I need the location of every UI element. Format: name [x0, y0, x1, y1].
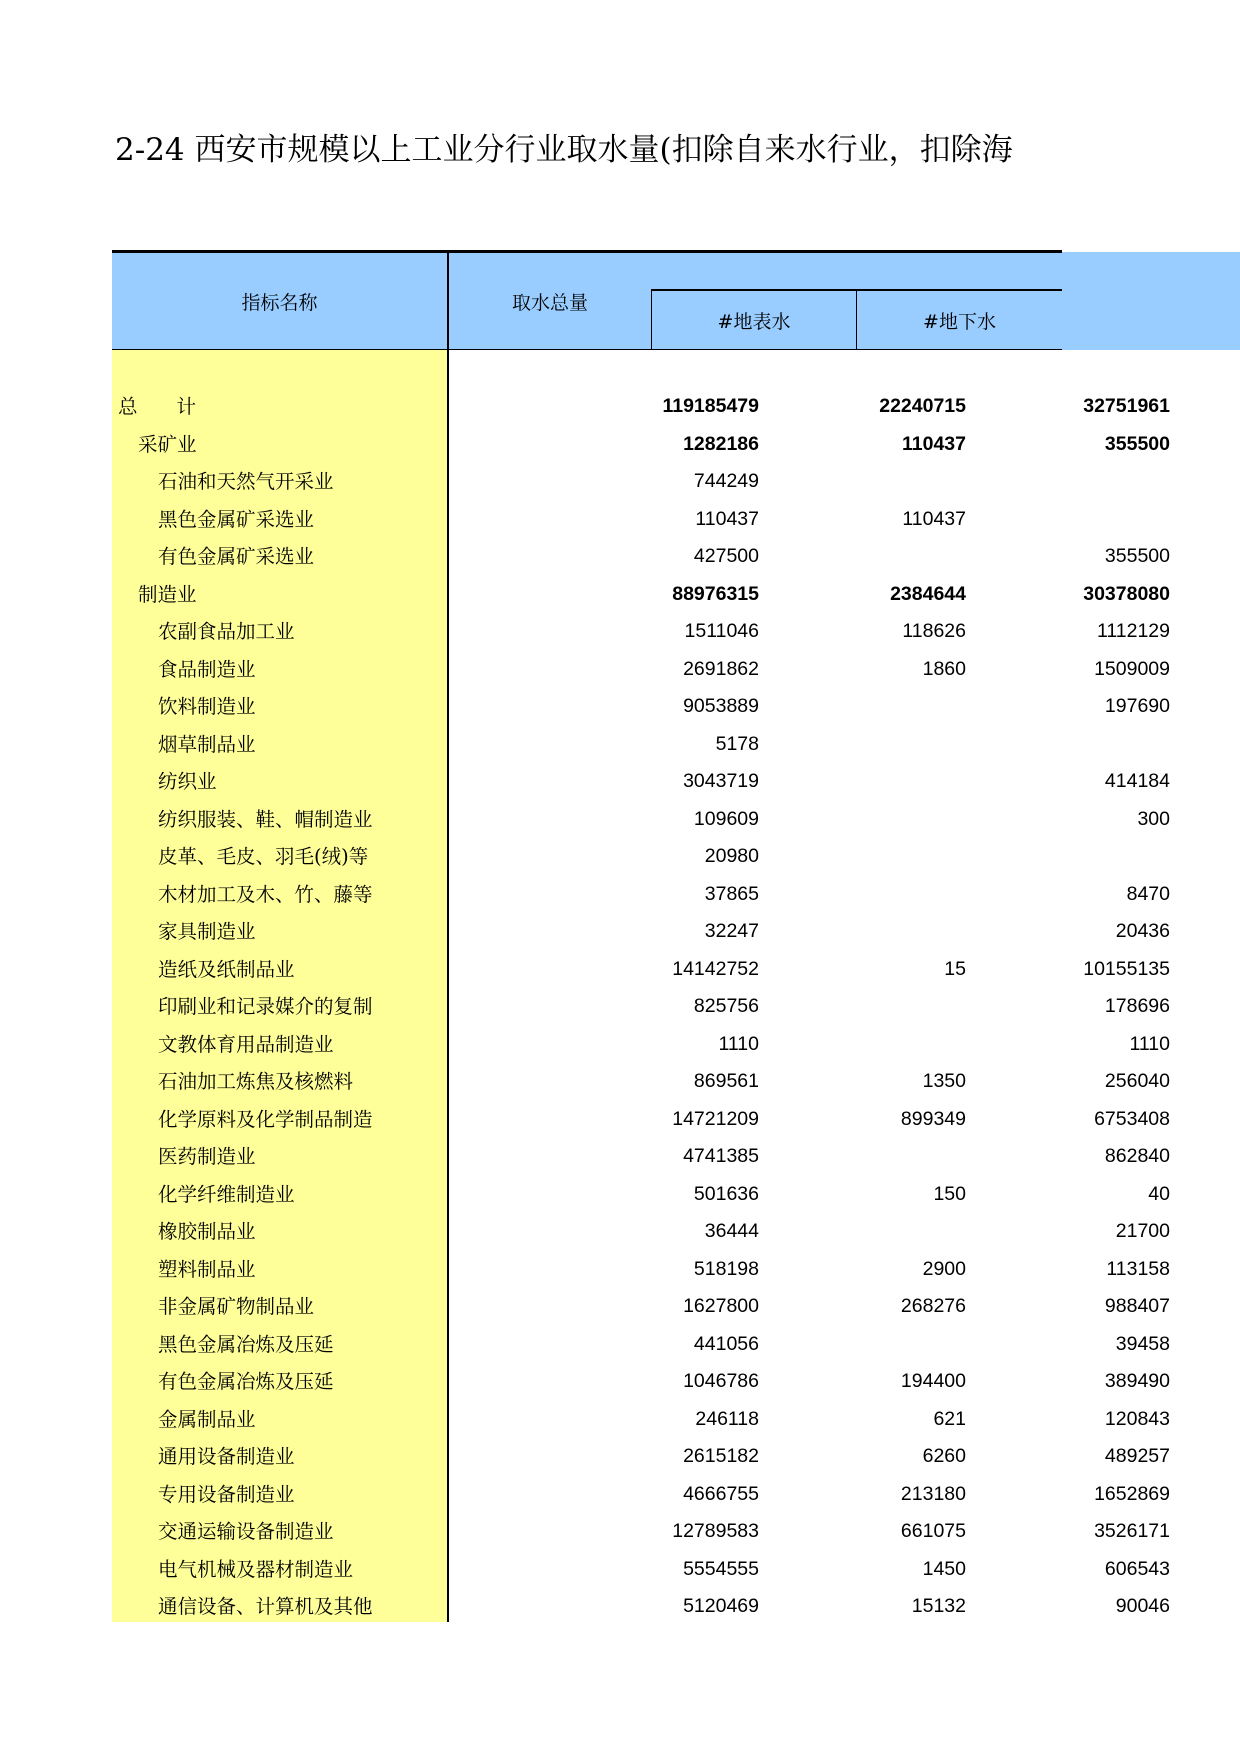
row-indicator-name: 有色金属冶炼及压延: [158, 1370, 334, 1393]
row-ground-value: 20436: [1115, 920, 1170, 942]
row-total-value: 744249: [693, 470, 759, 492]
table-row: [112, 1513, 1170, 1551]
row-total-value: 4666755: [683, 1482, 759, 1505]
row-total-value: 2691862: [683, 657, 759, 680]
row-total-value: 109609: [693, 807, 759, 830]
row-total-value: 20980: [704, 845, 759, 867]
table-row: [112, 1363, 1170, 1401]
row-indicator-name: 家具制造业: [158, 920, 256, 943]
row-ground-value: 90046: [1115, 1595, 1170, 1617]
table-row: [112, 388, 1170, 426]
row-total-value: 37865: [704, 882, 759, 905]
row-total-value: 246118: [695, 1407, 759, 1430]
row-total-value: 32247: [704, 920, 759, 942]
row-total-value: 5554555: [683, 1557, 759, 1580]
row-indicator-name: 非金属矿物制品业: [158, 1295, 315, 1318]
row-total-value: 5178: [715, 732, 759, 755]
row-total-value: 9053889: [683, 695, 759, 717]
header-total-withdrawal: 取水总量: [511, 292, 588, 314]
row-surface-value: 899349: [900, 1107, 966, 1130]
table-row: [112, 688, 1170, 726]
row-ground-value: 606543: [1104, 1557, 1170, 1580]
table-row: [112, 988, 1170, 1026]
row-surface-value: 194400: [900, 1370, 966, 1392]
row-ground-value: 1509009: [1094, 657, 1170, 680]
row-total-value: 1627800: [683, 1295, 759, 1317]
row-total-value: 119185479: [662, 395, 759, 417]
table-row: [112, 501, 1062, 539]
row-ground-value: 414184: [1104, 770, 1170, 792]
table-row: [112, 1476, 1170, 1514]
header-indicator-name: 指标名称: [241, 292, 318, 314]
table-row: [112, 1213, 1170, 1251]
table-row: [112, 1401, 1170, 1439]
row-ground-value: 178696: [1104, 995, 1170, 1017]
table-body: [112, 388, 1170, 1626]
row-surface-value: 118626: [902, 620, 966, 642]
row-ground-value: 256040: [1104, 1070, 1170, 1092]
row-ground-value: 32751961: [1083, 395, 1170, 417]
row-surface-value: 15: [944, 957, 966, 980]
table-row: [112, 913, 1170, 951]
row-indicator-name: 纺织业: [158, 770, 217, 793]
table-row: [112, 576, 1170, 614]
table-row: [112, 1326, 1170, 1364]
row-ground-value: 113158: [1106, 1257, 1170, 1280]
table-row: [112, 1551, 1170, 1589]
row-indicator-name: 医药制造业: [158, 1145, 256, 1168]
row-surface-value: 661075: [900, 1520, 966, 1542]
row-surface-value: 2384644: [890, 582, 966, 605]
row-total-value: 1110: [718, 1032, 759, 1055]
row-ground-value: 1110: [1129, 1032, 1170, 1055]
row-ground-value: 1652869: [1094, 1482, 1170, 1505]
row-indicator-name: 农副食品加工业: [158, 620, 295, 643]
table-row: [112, 1138, 1170, 1176]
row-ground-value: 197690: [1104, 695, 1170, 717]
row-indicator-name: 饮料制造业: [158, 695, 256, 718]
table-row: [112, 763, 1170, 801]
row-ground-value: 40: [1148, 1182, 1170, 1205]
row-ground-value: 39458: [1115, 1332, 1170, 1355]
row-indicator-name: 专用设备制造业: [158, 1482, 295, 1506]
row-total-value: 88976315: [672, 582, 759, 605]
row-indicator-name: 印刷业和记录媒介的复制: [158, 995, 373, 1018]
row-indicator-name: 总 计: [118, 395, 197, 418]
row-surface-value: 1860: [922, 657, 966, 680]
row-total-value: 869561: [693, 1070, 759, 1092]
row-surface-value: 1450: [922, 1557, 966, 1580]
row-total-value: 825756: [693, 995, 759, 1017]
row-total-value: 2615182: [683, 1445, 759, 1467]
row-ground-value: 30378080: [1083, 582, 1170, 605]
table-row: [112, 1438, 1170, 1476]
row-total-value: 14721209: [672, 1107, 759, 1130]
row-indicator-name: 化学原料及化学制品制造: [158, 1107, 373, 1131]
table-row: [112, 838, 1062, 876]
row-total-value: 5120469: [683, 1595, 759, 1617]
table-row: [112, 876, 1170, 914]
row-ground-value: 6753408: [1094, 1107, 1170, 1130]
row-total-value: 501636: [693, 1182, 759, 1205]
row-total-value: 1046786: [683, 1370, 759, 1392]
row-ground-value: 489257: [1104, 1445, 1170, 1467]
table-row: [112, 1588, 1170, 1626]
table-row: [112, 801, 1170, 839]
table-row: [112, 613, 1170, 651]
table-row: [112, 538, 1170, 576]
row-surface-value: 110437: [902, 507, 966, 530]
row-total-value: 36444: [704, 1220, 759, 1242]
row-total-value: 110437: [695, 507, 759, 530]
row-ground-value: 8470: [1126, 882, 1170, 905]
row-indicator-name: 文教体育用品制造业: [158, 1032, 334, 1056]
row-total-value: 12789583: [672, 1520, 759, 1542]
row-surface-value: 268276: [900, 1295, 966, 1317]
table-row: [112, 426, 1170, 464]
row-indicator-name: 黑色金属冶炼及压延: [158, 1332, 334, 1356]
row-indicator-name: 烟草制品业: [158, 732, 256, 756]
row-total-value: 441056: [693, 1332, 759, 1355]
table-row: [112, 463, 1062, 501]
table-row: [112, 1251, 1170, 1289]
table-row: [112, 1101, 1170, 1139]
row-indicator-name: 有色金属矿采选业: [158, 545, 315, 568]
row-surface-value: 621: [933, 1407, 966, 1430]
row-ground-value: 120843: [1104, 1407, 1170, 1430]
row-surface-value: 1350: [922, 1070, 966, 1092]
table-row: [112, 1176, 1170, 1214]
table-row: [112, 651, 1170, 689]
row-ground-value: 1112129: [1096, 620, 1170, 642]
row-indicator-name: 金属制品业: [158, 1407, 256, 1431]
row-indicator-name: 纺织服装、鞋、帽制造业: [158, 807, 373, 831]
row-surface-value: 213180: [900, 1482, 966, 1505]
row-total-value: 1511046: [684, 620, 759, 642]
row-indicator-name: 黑色金属矿采选业: [158, 507, 315, 531]
table-row: [112, 726, 1062, 764]
row-total-value: 3043719: [683, 770, 759, 792]
row-indicator-name: 木材加工及木、竹、藤等: [158, 882, 373, 906]
header-surface-water: #地表水: [717, 311, 791, 333]
row-indicator-name: 橡胶制品业: [158, 1220, 256, 1243]
row-ground-value: 10155135: [1083, 957, 1170, 980]
row-ground-value: 389490: [1104, 1370, 1170, 1392]
row-indicator-name: 采矿业: [138, 432, 197, 456]
table-top-rule: [112, 250, 1062, 253]
row-indicator-name: 石油和天然气开采业: [158, 470, 334, 493]
row-total-value: 14142752: [672, 957, 759, 980]
row-indicator-name: 塑料制品业: [158, 1257, 256, 1281]
row-surface-value: 2900: [922, 1257, 966, 1280]
row-ground-value: 862840: [1104, 1145, 1170, 1167]
row-indicator-name: 交通运输设备制造业: [158, 1520, 334, 1543]
table-row: [112, 1026, 1170, 1064]
row-indicator-name: 制造业: [138, 582, 197, 606]
row-surface-value: 15132: [911, 1595, 966, 1617]
row-indicator-name: 通用设备制造业: [158, 1445, 295, 1468]
row-ground-value: 355500: [1104, 545, 1170, 567]
table-row: [112, 951, 1170, 989]
row-surface-value: 6260: [922, 1445, 966, 1467]
row-total-value: 1282186: [683, 432, 759, 455]
row-indicator-name: 皮革、毛皮、羽毛(绒)等: [158, 845, 369, 868]
row-indicator-name: 石油加工炼焦及核燃料: [158, 1070, 354, 1093]
row-indicator-name: 食品制造业: [158, 657, 256, 681]
row-total-value: 518198: [693, 1257, 759, 1280]
row-surface-value: 110437: [902, 432, 966, 455]
row-surface-value: 150: [933, 1182, 966, 1205]
row-ground-value: 300: [1137, 807, 1170, 830]
row-indicator-name: 通信设备、计算机及其他: [158, 1595, 373, 1618]
table-row: [112, 1063, 1170, 1101]
header-ground-water: #地下水: [923, 311, 996, 333]
header-bottom-rule: [112, 349, 1062, 350]
row-indicator-name: 化学纤维制造业: [158, 1182, 295, 1206]
row-total-value: 4741385: [683, 1145, 759, 1167]
row-total-value: 427500: [693, 545, 759, 567]
row-indicator-name: 造纸及纸制品业: [158, 957, 295, 981]
row-ground-value: 355500: [1104, 432, 1170, 455]
table-row: [112, 1288, 1170, 1326]
row-ground-value: 3526171: [1094, 1520, 1170, 1542]
row-surface-value: 22240715: [879, 395, 966, 417]
row-indicator-name: 电气机械及器材制造业: [158, 1557, 354, 1581]
row-ground-value: 988407: [1104, 1295, 1170, 1317]
page-title: 2-24 西安市规模以上工业分行业取水量(扣除自来水行业，扣除海: [115, 132, 1013, 168]
row-ground-value: 21700: [1115, 1220, 1170, 1242]
